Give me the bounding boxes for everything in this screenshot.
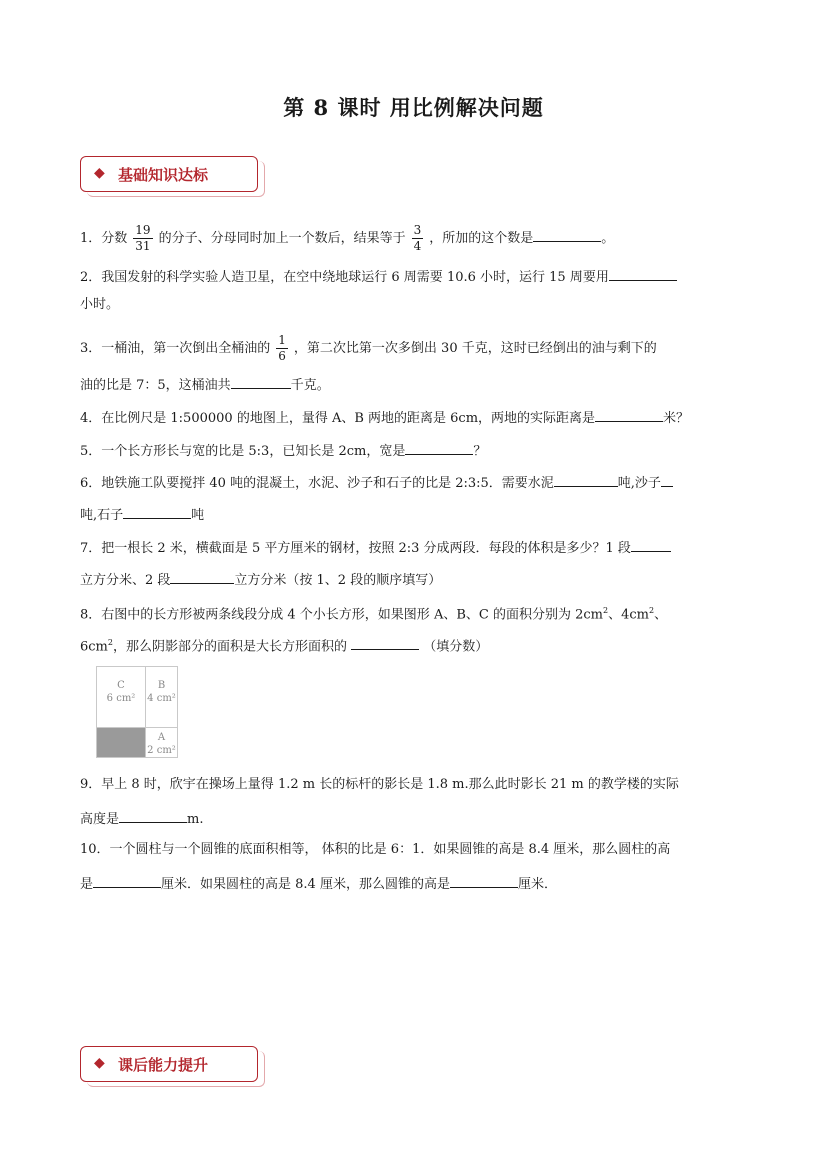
- question-10-line2: 是 厘米．如果圆柱的高是 8.4 厘米，那么圆锥的高是 厘米．: [80, 873, 557, 894]
- question-7: 7．把一根长 2 米，横截面是 5 平方厘米的钢材，按照 2:3 分成两段．每段的体积是多少？1 段: [80, 537, 671, 558]
- question-8-line2: $6cm^2$，那么阴影部分的面积是大长方形面积的 （填分数）: [80, 634, 488, 656]
- answer-blank[interactable]: [661, 472, 673, 487]
- section-label: 课后能力提升: [118, 1056, 209, 1074]
- region-a: A 2 cm²: [145, 727, 178, 758]
- question-4: 4．在比例尺是 1:500000 的地图上，量得 A、B 两地的距离是 6cm，两地的实际距离是 米？: [80, 407, 689, 428]
- question-5: 5．一个长方形长与宽的比是 5:3，已知长是 2cm，宽是 ？: [80, 440, 486, 461]
- question-8: 8．右图中的长方形被两条线段分成 4 个小长方形，如果图形 A、B、C 的面积分别为 $2cm^2$、$4cm^2$、: [80, 606, 668, 623]
- region-c: C 6 cm²: [96, 666, 146, 728]
- question-10: 10．一个圆柱与一个圆锥的底面积相等， 体积的比是 6：1．如果圆锥的高是 8.4 厘米，那么圆柱的高: [80, 842, 671, 857]
- rectangle-figure: [96, 666, 178, 758]
- answer-blank[interactable]: [554, 472, 618, 487]
- question-2-line2: 小时。: [80, 297, 120, 312]
- section-banner-advanced: [80, 1046, 258, 1082]
- question-6: 6．地铁施工队要搅拌 40 吨的混凝土，水泥、沙子和石子的比是 2:3:5．需要水泥 吨,沙子: [80, 472, 673, 493]
- answer-blank[interactable]: [119, 808, 187, 823]
- answer-blank[interactable]: [170, 569, 234, 584]
- answer-blank[interactable]: [93, 873, 161, 888]
- shaded-region: [96, 727, 146, 758]
- answer-blank[interactable]: [595, 407, 663, 422]
- question-6-line2: 吨,石子 吨: [80, 504, 204, 525]
- diamond-icon: ◆: [94, 1055, 105, 1071]
- answer-blank[interactable]: [631, 537, 671, 552]
- fraction: $\frac{19}{31}$: [135, 223, 151, 253]
- section-label: 基础知识达标: [118, 166, 209, 184]
- question-1: 1．分数 $\frac{19}{31}$ 的分子、分母同时加上一个数后，结果等于 $\frac{3}{4}$ ，所加的这个数是 。: [80, 223, 615, 253]
- answer-blank[interactable]: [533, 227, 601, 242]
- answer-blank[interactable]: [450, 873, 518, 888]
- answer-blank[interactable]: [231, 374, 291, 389]
- question-9-line2: 高度是 m.: [80, 808, 203, 829]
- question-2: 2．我国发射的科学实验人造卫星，在空中绕地球运行 6 周需要 10.6 小时，运行 15 周要用: [80, 266, 677, 287]
- question-3: 3．一桶油，第一次倒出全桶油的 $\frac{1}{6}$ ，第二次比第一次多倒出 30 千克，这时已经倒出的油与剩下的: [80, 333, 657, 363]
- fraction: $\frac{1}{6}$: [278, 333, 286, 363]
- fraction: $\frac{3}{4}$: [413, 223, 422, 253]
- question-9: 9．早上 8 时，欣宇在操场上量得 1.2 m 长的标杆的影长是 1.8 m.那么此时影长 21 m 的教学楼的实际: [80, 777, 679, 792]
- answer-blank[interactable]: [609, 266, 677, 281]
- question-7-line2: 立方分米、2 段 立方分米（按 1、2 段的顺序填写）: [80, 569, 441, 590]
- section-banner-basic: [80, 156, 258, 192]
- question-3-line2: 油的比是 7：5，这桶油共 千克。: [80, 374, 330, 395]
- answer-blank[interactable]: [123, 504, 191, 519]
- answer-blank[interactable]: [351, 635, 419, 650]
- page-title: 第 8 课时 用比例解决问题: [283, 95, 544, 120]
- region-b: B 4 cm²: [145, 666, 178, 728]
- answer-blank[interactable]: [405, 440, 473, 455]
- diamond-icon: ◆: [94, 165, 105, 181]
